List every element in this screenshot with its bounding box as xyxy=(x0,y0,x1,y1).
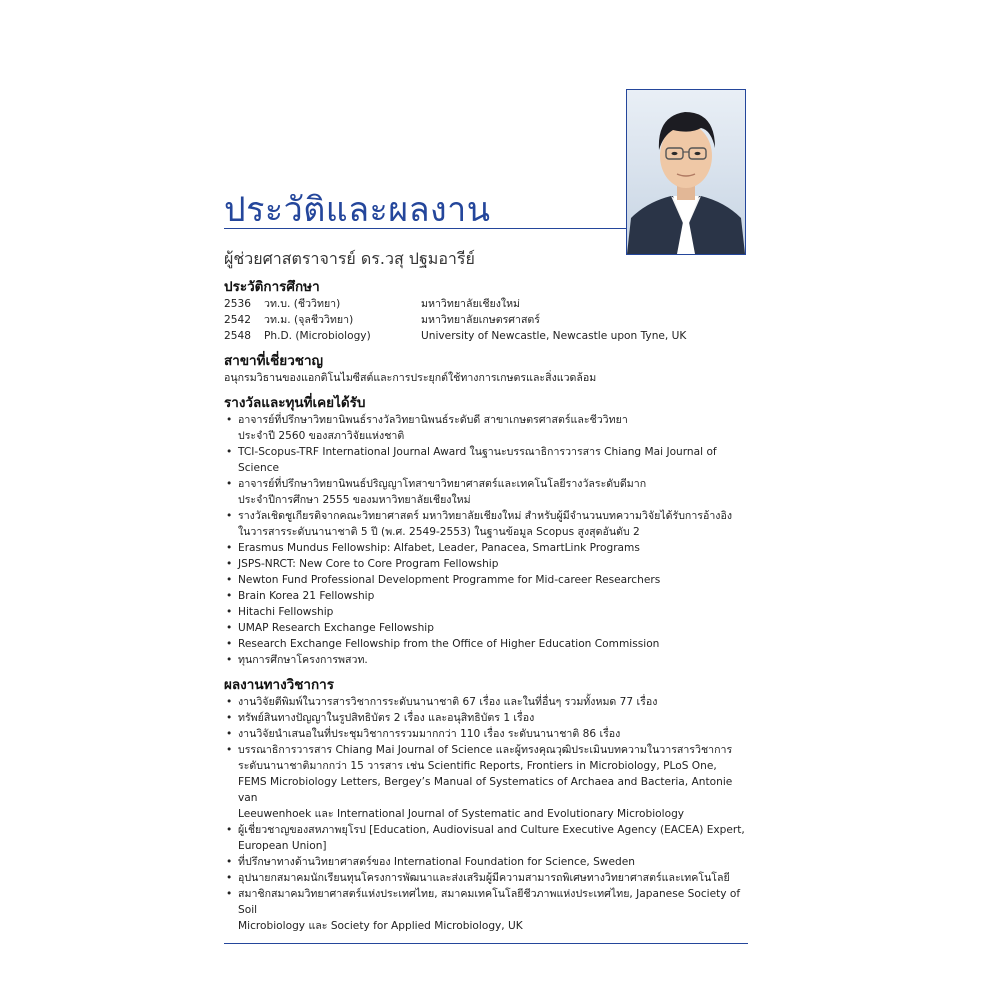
award-item-line: ประจำปี 2560 ของสภาวิจัยแห่งชาติ xyxy=(238,430,405,442)
work-item-line: Microbiology และ Society for Applied Microbiology, UK xyxy=(238,920,523,932)
work-item-line: • ที่ปรึกษาทางด้านวิทยาศาสตร์ของ International Foundation for Science, Sweden xyxy=(238,856,635,868)
award-item-line: • Erasmus Mundus Fellowship: Alfabet, Leader, Panacea, SmartLink Programs xyxy=(238,542,640,554)
education-degree: วท.บ. (ชีววิทยา) xyxy=(264,298,341,310)
education-institution: University of Newcastle, Newcastle upon Tyne, UK xyxy=(421,330,687,342)
award-item xyxy=(224,636,748,652)
award-item xyxy=(224,588,748,604)
education-table xyxy=(224,296,748,344)
award-item-line: • อาจารย์ที่ปรึกษาวิทยานิพนธ์รางวัลวิทยานิพนธ์ระดับดี สาขาเกษตรศาสตร์และชีววิทยา xyxy=(238,414,628,426)
work-item xyxy=(224,694,748,710)
work-item-line: • บรรณาธิการวารสาร Chiang Mai Journal of Science และผู้ทรงคุณวุฒิประเมินบทความในวารสารวิชาการ xyxy=(238,744,733,756)
award-item xyxy=(224,412,748,444)
award-item-line: • รางวัลเชิดชูเกียรติจากคณะวิทยาศาสตร์ มหาวิทยาลัยเชียงใหม่ สำหรับผู้มีจำนวนบทความวิจัยได้รับการอ้างอิง xyxy=(238,510,733,522)
work-item-line: • ทรัพย์สินทางปัญญาในรูปสิทธิบัตร 2 เรื่อง และอนุสิทธิบัตร 1 เรื่อง xyxy=(238,712,535,724)
education-year: 2548 xyxy=(224,330,251,342)
education-row xyxy=(224,328,748,344)
award-item-line: • JSPS-NRCT: New Core to Core Program Fellowship xyxy=(238,558,499,570)
work-item xyxy=(224,742,748,822)
award-item xyxy=(224,556,748,572)
education-section xyxy=(224,278,748,344)
award-item-line: • TCI-Scopus-TRF International Journal Award ในฐานะบรรณาธิการวารสาร Chiang Mai Journal of Science xyxy=(238,446,717,474)
work-item-line: • อุปนายกสมาคมนักเรียนทุนโครงการพัฒนาและส่งเสริมผู้มีความสามารถพิเศษทางวิทยาศาสตร์และเทคโนโลยี xyxy=(238,872,730,884)
works-section xyxy=(224,676,748,934)
work-item-line: ระดับนานาชาติมากกว่า 15 วารสาร เช่น Scientific Reports, Frontiers in Microbiology, PLoS One, xyxy=(238,760,717,772)
expertise-text: อนุกรมวิธานของแอกติโนไมซีสต์และการประยุกต์ใช้ทางการเกษตรและสิ่งแวดล้อม xyxy=(224,372,597,384)
award-item xyxy=(224,652,748,668)
work-item-line: Leeuwenhoek และ International Journal of Systematic and Evolutionary Microbiology xyxy=(238,808,685,820)
work-item-line: FEMS Microbiology Letters, Bergey’s Manual of Systematics of Archaea and Bacteria, Antonie van xyxy=(238,776,733,804)
work-item-line: • สมาชิกสมาคมวิทยาศาสตร์แห่งประเทศไทย, สมาคมเทคโนโลยีชีวภาพแห่งประเทศไทย, Japanese Society of Soil xyxy=(238,888,741,916)
award-item xyxy=(224,508,748,540)
award-item-line: ประจำปีการศึกษา 2555 ของมหาวิทยาลัยเชียงใหม่ xyxy=(238,494,471,506)
work-item xyxy=(224,870,748,886)
works-list xyxy=(224,694,748,934)
award-item xyxy=(224,540,748,556)
education-institution: มหาวิทยาลัยเกษตรศาสตร์ xyxy=(421,314,540,326)
award-item xyxy=(224,604,748,620)
work-item xyxy=(224,886,748,934)
bottom-divider xyxy=(224,943,748,944)
award-item xyxy=(224,572,748,588)
education-row xyxy=(224,312,748,328)
award-item-line: • อาจารย์ที่ปรึกษาวิทยานิพนธ์ปริญญาโทสาขาวิทยาศาสตร์และเทคโนโลยีรางวัลระดับดีมาก xyxy=(238,478,647,490)
award-item-line: • ทุนการศึกษาโครงการพสวท. xyxy=(238,654,368,666)
award-item-line: • Newton Fund Professional Development Programme for Mid-career Researchers xyxy=(238,574,661,586)
work-item xyxy=(224,822,748,854)
person-name: ผู้ช่วยศาสตราจารย์ ดร.วสุ ปฐมอารีย์ xyxy=(224,249,475,268)
education-row xyxy=(224,296,748,312)
work-item-line: • ผู้เชี่ยวชาญของสหภาพยุโรป [Education, Audiovisual and Culture Executive Agency (EACEA) Expert, xyxy=(238,824,745,836)
work-item xyxy=(224,726,748,742)
award-item xyxy=(224,620,748,636)
work-item-line: European Union] xyxy=(238,840,327,852)
awards-list xyxy=(224,412,748,668)
education-institution: มหาวิทยาลัยเชียงใหม่ xyxy=(421,298,521,310)
awards-section xyxy=(224,394,748,668)
education-degree: วท.ม. (จุลชีววิทยา) xyxy=(264,314,354,326)
work-item xyxy=(224,854,748,870)
award-item-line: • Research Exchange Fellowship from the Office of Higher Education Commission xyxy=(238,638,660,650)
award-item-line: ในวารสารระดับนานาชาติ 5 ปี (พ.ศ. 2549-2553) ในฐานข้อมูล Scopus สูงสุดอันดับ 2 xyxy=(238,526,640,538)
content-body xyxy=(224,278,748,942)
awards-heading: รางวัลและทุนที่เคยได้รับ xyxy=(224,395,366,411)
portrait-photo xyxy=(626,89,746,255)
education-heading: ประวัติการศึกษา xyxy=(224,279,320,295)
award-item xyxy=(224,476,748,508)
award-item-line: • UMAP Research Exchange Fellowship xyxy=(238,622,434,634)
award-item xyxy=(224,444,748,476)
work-item-line: • งานวิจัยตีพิมพ์ในวารสารวิชาการระดับนานาชาติ 67 เรื่อง และในที่อื่นๆ รวมทั้งหมด 77 เรื่อง xyxy=(238,696,658,708)
education-year: 2542 xyxy=(224,314,251,326)
work-item xyxy=(224,710,748,726)
education-degree: Ph.D. (Microbiology) xyxy=(264,330,371,342)
education-year: 2536 xyxy=(224,298,251,310)
page-title: ประวัติและผลงาน xyxy=(224,190,491,230)
work-item-line: • งานวิจัยนำเสนอในที่ประชุมวิชาการรวมมากกว่า 110 เรื่อง ระดับนานาชาติ 86 เรื่อง xyxy=(238,728,621,740)
title-divider xyxy=(224,228,626,229)
expertise-heading: สาขาที่เชี่ยวชาญ xyxy=(224,353,324,369)
award-item-line: • Brain Korea 21 Fellowship xyxy=(238,590,375,602)
expertise-section xyxy=(224,352,748,386)
award-item-line: • Hitachi Fellowship xyxy=(238,606,334,618)
works-heading: ผลงานทางวิชาการ xyxy=(224,677,334,693)
